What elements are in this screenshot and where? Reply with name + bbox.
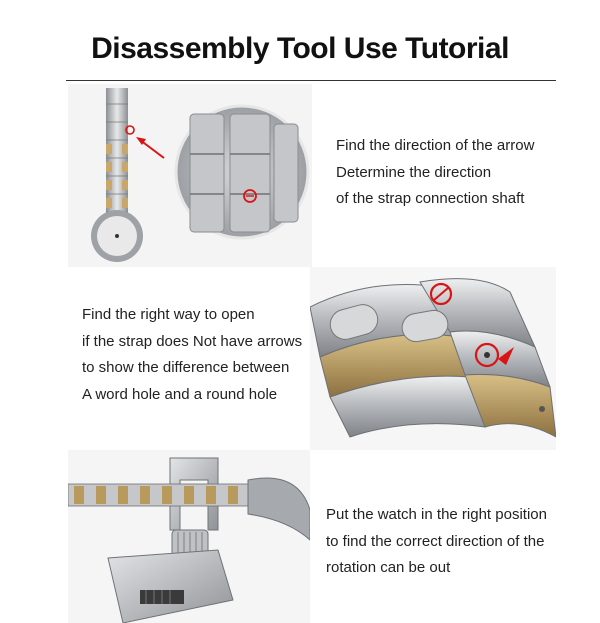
- step-2-text: [82, 302, 302, 408]
- step-3-line-2: to find the correct direction of the: [326, 532, 545, 550]
- watch-arrow-photo: [68, 84, 312, 267]
- step-2-line-4: A word hole and a round hole: [82, 385, 278, 403]
- step-1-line-2: Determine the direction: [336, 163, 492, 181]
- step-3-text: [326, 502, 547, 582]
- step-1-line-3: of the strap connection shaft: [336, 190, 525, 207]
- step-1-line-1: Find the direction of the arrow: [336, 137, 535, 154]
- step-3-line-3: rotation can be out: [326, 559, 451, 576]
- step-2-line-3: to show the difference between: [82, 359, 290, 376]
- tool-in-use-photo: [68, 450, 310, 623]
- page-title: Disassembly Tool Use Tutorial: [91, 32, 509, 65]
- title-divider: [66, 80, 556, 81]
- step-1-text: [336, 133, 534, 213]
- step-2-line-2: if the strap does Not have arrows: [82, 332, 303, 350]
- step-3-line-1: Put the watch in the right position: [326, 506, 547, 523]
- link-hole-photo: [310, 267, 556, 450]
- step-2-line-1: Find the right way to open: [82, 306, 255, 323]
